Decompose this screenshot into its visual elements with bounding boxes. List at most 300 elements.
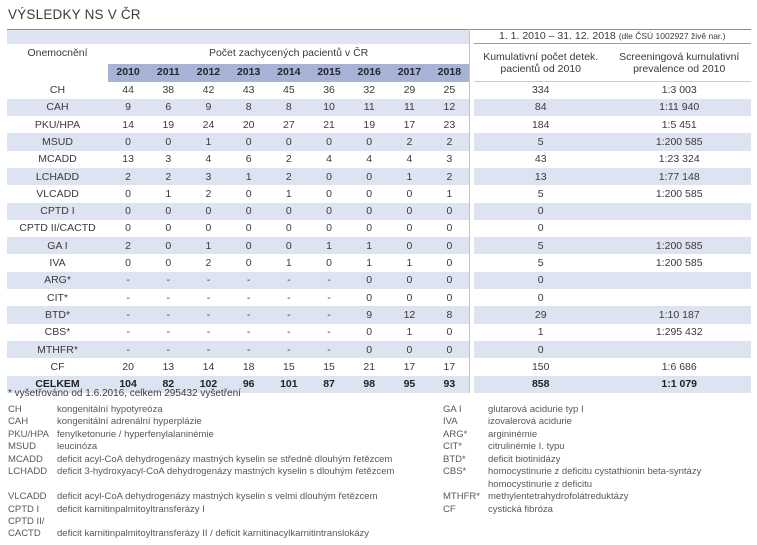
year-value: - xyxy=(269,341,309,358)
year-value: 21 xyxy=(323,118,335,131)
legend-abbr xyxy=(443,516,488,528)
legend-definition: homocystinurie z deficitu xyxy=(488,478,593,490)
date-range-cell xyxy=(474,30,751,44)
legend-definition: cystická fibróza xyxy=(488,503,553,515)
year-value: 0 xyxy=(430,341,470,358)
disease-label: IVA xyxy=(49,257,66,270)
year-value: 13 xyxy=(162,360,175,373)
year-value: 0 xyxy=(349,203,389,220)
year-value: 9 xyxy=(108,99,148,116)
disease-label: MSUD xyxy=(7,133,108,150)
legend-row xyxy=(8,491,753,503)
legend-abbr: CIT* xyxy=(443,441,462,453)
prevalence-value: 1:295 432 xyxy=(655,326,703,339)
year-value: 0 xyxy=(108,203,148,220)
legend-definition: deficit acyl-CoA dehydrogenázy mastných kyselin s velmi dlouhým řetězcem xyxy=(57,491,378,503)
year-value: 0 xyxy=(446,222,453,235)
year-value: 27 xyxy=(283,118,295,131)
year-value: 0 xyxy=(148,203,188,220)
prevalence-value xyxy=(608,203,751,220)
year-value: 0 xyxy=(125,222,132,235)
legend-row xyxy=(8,516,753,528)
legend-definition: citrulinémie I. typu xyxy=(488,441,565,453)
year-value: - xyxy=(309,272,349,289)
cumulative-value: 43 xyxy=(534,153,547,166)
top-band-row xyxy=(7,30,751,44)
year-header: 2017 xyxy=(389,64,429,82)
year-value: 19 xyxy=(363,118,376,131)
date-range-note: (dle ČSÚ 1002927 živě nar.) xyxy=(618,31,726,42)
year-value: 14 xyxy=(122,118,134,131)
year-value: - xyxy=(246,326,251,339)
year-value: 0 xyxy=(366,291,373,304)
legend-abbr: BTD* xyxy=(443,453,466,465)
prevalence-header xyxy=(608,44,751,82)
legend-abbr: VLCADD xyxy=(8,491,47,503)
year-value: - xyxy=(309,341,349,358)
legend-abbr: CF xyxy=(443,503,456,515)
year-header: 2011 xyxy=(148,64,188,82)
cumulative-value: 0 xyxy=(474,272,608,289)
legend-row xyxy=(8,466,753,478)
year-value: - xyxy=(287,326,291,339)
year-value: 17 xyxy=(403,118,416,131)
disease-label: BTD* xyxy=(7,306,108,323)
prevalence-value: 1:200 585 xyxy=(655,187,703,200)
legend-row xyxy=(8,479,753,491)
year-value: 1 xyxy=(285,257,292,270)
year-value: 0 xyxy=(165,257,172,270)
year-header: 2014 xyxy=(269,64,309,82)
year-value: - xyxy=(108,272,148,289)
prevalence-value: 1:200 585 xyxy=(655,257,703,270)
disease-label: CPTD II/CACTD xyxy=(19,222,96,235)
year-value: 0 xyxy=(389,272,429,289)
year-value: - xyxy=(148,272,188,289)
cumulative-value: 5 xyxy=(474,133,608,150)
year-value: - xyxy=(188,272,228,289)
legend-abbr: CH xyxy=(8,404,22,415)
legend-row xyxy=(8,528,753,540)
legend-definition: glutarová acidurie typ I xyxy=(488,404,584,415)
year-value: 1 xyxy=(165,187,172,200)
legend-definition xyxy=(57,479,443,491)
year-value: 0 xyxy=(446,326,453,339)
year-header: 2016 xyxy=(349,64,389,82)
year-value: 0 xyxy=(430,237,470,254)
year-value: 0 xyxy=(349,168,389,185)
year-value: 0 xyxy=(188,203,228,220)
year-value: 8 xyxy=(229,99,269,116)
year-header: 2018 xyxy=(430,64,470,82)
disease-label: MCADD xyxy=(38,153,77,166)
disease-label: PKU/HPA xyxy=(34,118,81,131)
cumulative-value: 0 xyxy=(474,203,608,220)
prevalence-value xyxy=(608,341,751,358)
prevalence-value: 1:6 686 xyxy=(661,360,697,373)
cumulative-value: 29 xyxy=(474,306,608,323)
cumulative-value: 5 xyxy=(474,237,608,254)
legend-abbr: CBS* xyxy=(443,466,467,478)
year-value: 0 xyxy=(229,133,269,150)
year-value: 0 xyxy=(326,187,332,200)
year-value: 15 xyxy=(323,360,335,373)
legend-row xyxy=(8,504,753,516)
results-table-wrap xyxy=(7,29,750,393)
year-value: 0 xyxy=(285,222,292,235)
cumulative-value: 5 xyxy=(537,187,544,200)
legend-row xyxy=(8,429,753,441)
prevalence-value: 1:200 585 xyxy=(608,133,751,150)
year-value: - xyxy=(126,291,130,304)
table-body xyxy=(7,82,751,393)
year-value: - xyxy=(246,291,251,304)
prevalence-value: 1:10 187 xyxy=(608,306,751,323)
date-range: 1. 1. 2010 – 31. 12. 2018 xyxy=(498,30,616,43)
top-band xyxy=(7,30,470,44)
legend-row xyxy=(8,404,753,416)
year-value: 2 xyxy=(205,187,212,200)
results-table xyxy=(7,29,751,393)
disease-column-header: Onemocnění xyxy=(7,44,108,64)
legend-abbr: ARG* xyxy=(443,428,468,440)
legend-definition: homocystinurie z deficitu cystathionin beta-syntázy xyxy=(488,466,702,478)
legend-row xyxy=(8,454,753,466)
footnote: * vyšetřováno od 1.6.2016, celkem 295432 vyšetření xyxy=(8,388,241,399)
year-value: 1 xyxy=(285,187,292,200)
year-value: - xyxy=(327,326,331,339)
year-value: 96 xyxy=(229,376,269,393)
cumulative-value: 0 xyxy=(537,222,544,235)
year-value: - xyxy=(108,306,148,323)
year-value: 1 xyxy=(229,168,269,185)
year-value: 21 xyxy=(363,360,376,373)
year-group-header: Počet zachycených pacientů v ČR xyxy=(108,44,470,64)
legend-abbr: CPTD II/ xyxy=(8,515,45,527)
legend-row xyxy=(8,441,753,453)
disease-label: VLCADD xyxy=(36,187,79,200)
prevalence-value: 1:1 079 xyxy=(608,376,751,393)
year-value: 44 xyxy=(122,84,134,97)
year-value: 2 xyxy=(148,168,188,185)
year-value: 9 xyxy=(188,99,228,116)
legend-definition: kongenitální hypotyreóza xyxy=(57,404,163,415)
legend-definition: fenylketonurie / hyperfenylalaninémie xyxy=(57,428,214,440)
year-value: 2 xyxy=(108,237,148,254)
year-value: 1 xyxy=(389,168,429,185)
year-value: 2 xyxy=(430,133,470,150)
year-value: 95 xyxy=(389,376,429,393)
year-value: 0 xyxy=(125,257,132,270)
year-value: 104 xyxy=(108,376,148,393)
year-value: 1 xyxy=(188,237,228,254)
legend-abbr: IVA xyxy=(443,416,458,428)
year-value: 2 xyxy=(108,168,148,185)
year-header: 2010 xyxy=(108,64,148,82)
disease-label: LCHADD xyxy=(7,168,108,185)
legend-definition: deficit karnitinpalmitoyltransferázy II / deficit karnitinacylkarnitintranslokázy xyxy=(57,528,370,540)
table-row xyxy=(7,185,751,202)
legend-abbr: MSUD xyxy=(8,441,36,453)
year-value: 19 xyxy=(162,118,175,131)
year-value: - xyxy=(126,326,130,339)
year-value: 0 xyxy=(406,187,413,200)
year-value: 2 xyxy=(285,153,292,166)
cumulative-value: 5 xyxy=(537,257,544,270)
year-value: 42 xyxy=(202,84,215,97)
year-value: 0 xyxy=(389,203,429,220)
cumulative-header-line2: pacientů od 2010 xyxy=(500,62,581,75)
year-value: 0 xyxy=(430,272,470,289)
cumulative-value: 84 xyxy=(474,99,608,116)
legend-definition xyxy=(488,528,753,540)
disease-label: CIT* xyxy=(47,291,68,304)
year-value: 45 xyxy=(283,84,295,97)
legend-abbr xyxy=(443,479,488,491)
year-value: 0 xyxy=(326,257,332,270)
disease-label: CBS* xyxy=(44,326,71,339)
legend-abbr: CPTD I xyxy=(8,503,40,515)
year-value: 0 xyxy=(229,237,269,254)
year-value: 2 xyxy=(430,168,470,185)
year-value: 1 xyxy=(446,187,453,200)
year-value: 43 xyxy=(242,84,255,97)
year-value: 20 xyxy=(242,118,255,131)
legend-abbr: PKU/HPA xyxy=(8,428,50,440)
legend-definition xyxy=(57,516,443,528)
year-value: 0 xyxy=(108,133,148,150)
year-value: 18 xyxy=(242,360,255,373)
year-value: 1 xyxy=(406,257,413,270)
year-header-blank xyxy=(7,64,108,82)
year-value: 6 xyxy=(148,99,188,116)
year-value: 17 xyxy=(443,360,456,373)
year-value: 0 xyxy=(269,237,309,254)
year-value: 0 xyxy=(125,187,132,200)
table-row xyxy=(7,82,751,99)
year-value: 0 xyxy=(430,203,470,220)
cumulative-value: 0 xyxy=(474,341,608,358)
year-value: 8 xyxy=(269,99,309,116)
cumulative-value: 0 xyxy=(537,291,544,304)
cumulative-value: 184 xyxy=(531,118,550,131)
legend-row xyxy=(8,416,753,428)
year-value: 38 xyxy=(162,84,175,97)
disease-label: CF xyxy=(50,360,65,373)
year-value: 0 xyxy=(309,133,349,150)
year-value: 32 xyxy=(363,84,376,97)
legend-abbr: CAH xyxy=(8,416,29,428)
year-value: 2 xyxy=(389,133,429,150)
year-value: 2 xyxy=(269,168,309,185)
year-value: 4 xyxy=(406,153,413,166)
year-value: 4 xyxy=(205,153,212,166)
year-value: 0 xyxy=(446,257,453,270)
year-value: 24 xyxy=(202,118,215,131)
year-value: 23 xyxy=(443,118,456,131)
year-value: - xyxy=(287,291,291,304)
year-value: 0 xyxy=(366,187,373,200)
table-row xyxy=(7,324,751,341)
prevalence-value: 1:77 148 xyxy=(608,168,751,185)
year-value: - xyxy=(148,341,188,358)
year-value: - xyxy=(269,272,309,289)
year-value: 98 xyxy=(349,376,389,393)
year-header: 2015 xyxy=(309,64,349,82)
legend-abbr: CACTD xyxy=(8,528,41,540)
year-value: 12 xyxy=(430,99,470,116)
table-row xyxy=(7,151,751,168)
cumulative-value: 1 xyxy=(537,326,544,339)
year-value: 1 xyxy=(349,237,389,254)
prevalence-value: 1:11 940 xyxy=(608,99,751,116)
prevalence-value xyxy=(608,289,751,306)
disease-label: CH xyxy=(49,84,66,97)
year-value: - xyxy=(206,291,211,304)
year-value: 20 xyxy=(122,360,134,373)
year-value: - xyxy=(166,326,171,339)
year-value: 0 xyxy=(389,237,429,254)
disease-label: MTHFR* xyxy=(7,341,108,358)
year-value: 11 xyxy=(389,99,429,116)
table-row xyxy=(7,358,751,375)
disease-label: CELKEM xyxy=(7,376,108,393)
legend-abbr: MCADD xyxy=(8,453,43,465)
year-value: - xyxy=(229,272,269,289)
year-value: 0 xyxy=(309,168,349,185)
year-value: 0 xyxy=(406,291,413,304)
prevalence-value: 1:23 324 xyxy=(658,153,700,166)
prevalence-value: 1:3 003 xyxy=(661,84,697,97)
year-value: 6 xyxy=(245,153,252,166)
year-value: 12 xyxy=(389,306,429,323)
table-row xyxy=(7,289,751,306)
year-header: 2013 xyxy=(229,64,269,82)
table-row xyxy=(7,220,751,237)
year-value: 0 xyxy=(148,237,188,254)
table-row xyxy=(7,306,751,323)
legend-abbr xyxy=(8,479,57,491)
table-row xyxy=(7,99,751,116)
year-value: 0 xyxy=(366,222,373,235)
disease-label: CPTD I xyxy=(7,203,108,220)
prevalence-header-line1: Screeningová kumulativní xyxy=(619,50,740,63)
disease-label: ARG* xyxy=(7,272,108,289)
year-value: 0 xyxy=(205,222,212,235)
legend-definition: argininémie xyxy=(488,428,538,440)
year-value: 15 xyxy=(283,360,295,373)
year-value: - xyxy=(188,341,228,358)
year-value: - xyxy=(148,306,188,323)
legend-definition: methylentetrahydrofolátreduktázy xyxy=(488,491,629,503)
year-value: 0 xyxy=(366,326,373,339)
year-value: 0 xyxy=(349,133,389,150)
table-row xyxy=(7,116,751,133)
year-value: 13 xyxy=(122,153,134,166)
legend-abbr: GA I xyxy=(443,404,462,415)
year-value: 1 xyxy=(309,237,349,254)
year-value: 3 xyxy=(188,168,228,185)
year-value: 2 xyxy=(205,257,212,270)
year-value: 29 xyxy=(403,84,416,97)
legend-definition: deficit karnitinpalmitoyltransferázy I xyxy=(57,503,205,515)
group-header-row xyxy=(7,44,751,64)
legend xyxy=(8,404,753,541)
year-value: 17 xyxy=(403,360,416,373)
disease-label: CAH xyxy=(7,99,108,116)
year-value: 82 xyxy=(148,376,188,393)
legend-definition: deficit acyl-CoA dehydrogenázy mastných kyselin se středně dlouhým řetězcem xyxy=(57,453,393,465)
year-value: 0 xyxy=(229,203,269,220)
cumulative-value: 150 xyxy=(531,360,550,373)
prevalence-value xyxy=(608,220,751,237)
legend-abbr: LCHADD xyxy=(8,466,48,478)
year-value: 1 xyxy=(366,257,373,270)
year-value: 0 xyxy=(245,187,252,200)
year-value: 14 xyxy=(202,360,215,373)
year-value: 25 xyxy=(443,84,456,97)
year-value: 1 xyxy=(406,326,413,339)
year-value: 0 xyxy=(309,203,349,220)
table-row xyxy=(7,133,751,150)
legend-definition: deficit 3-hydroxyacyl-CoA dehydrogenázy mastných kyselin s dlouhým řetězcem xyxy=(57,466,395,478)
year-value: - xyxy=(229,306,269,323)
legend-definition: izovalerová acidurie xyxy=(488,416,572,428)
table-row xyxy=(7,254,751,271)
year-value: - xyxy=(166,291,171,304)
year-value: 0 xyxy=(349,272,389,289)
cumulative-header-line1: Kumulativní počet detek. xyxy=(483,50,599,63)
year-value: 101 xyxy=(269,376,309,393)
year-value: 0 xyxy=(446,291,453,304)
table-row xyxy=(7,341,751,358)
year-value: 9 xyxy=(349,306,389,323)
page-title: VÝSLEDKY NS V ČR xyxy=(8,7,141,22)
legend-abbr: MTHFR* xyxy=(443,491,480,503)
cumulative-value: 334 xyxy=(531,84,550,97)
year-value: - xyxy=(269,306,309,323)
year-value: 0 xyxy=(245,257,252,270)
year-value: 3 xyxy=(446,153,453,166)
year-value: 1 xyxy=(188,133,228,150)
year-value: - xyxy=(188,306,228,323)
year-value: 0 xyxy=(269,203,309,220)
year-value: - xyxy=(108,341,148,358)
prevalence-value: 1:200 585 xyxy=(608,237,751,254)
year-value: - xyxy=(309,306,349,323)
year-value: 0 xyxy=(269,133,309,150)
prevalence-value: 1:5 451 xyxy=(661,118,697,131)
prevalence-header-line2: prevalence od 2010 xyxy=(633,62,726,75)
cumulative-header xyxy=(474,44,608,82)
year-value: 93 xyxy=(430,376,470,393)
cumulative-value: 858 xyxy=(474,376,608,393)
year-value: - xyxy=(229,341,269,358)
year-value: 0 xyxy=(165,222,172,235)
table-row xyxy=(7,168,751,185)
cumulative-value: 13 xyxy=(474,168,608,185)
year-value: - xyxy=(206,326,211,339)
year-value: 36 xyxy=(323,84,335,97)
legend-definition xyxy=(488,516,753,528)
year-value: 3 xyxy=(165,153,172,166)
legend-definition: kongenitální adrenální hyperplázie xyxy=(57,416,202,428)
year-value: 0 xyxy=(326,222,332,235)
legend-definition: deficit biotinidázy xyxy=(488,453,561,465)
year-value: 10 xyxy=(309,99,349,116)
year-value: 0 xyxy=(148,133,188,150)
year-value: 0 xyxy=(406,222,413,235)
